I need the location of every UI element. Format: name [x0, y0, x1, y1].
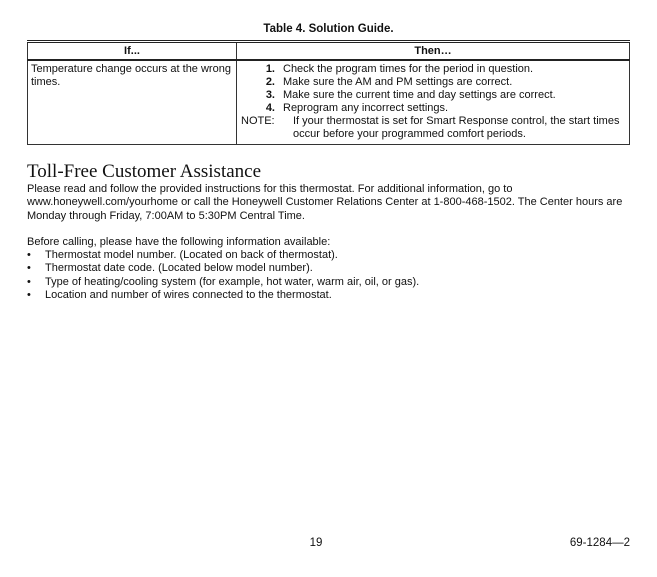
- step-text: Make sure the AM and PM settings are correct.: [283, 76, 513, 88]
- list-item-text: Type of heating/cooling system (for example, hot water, warm air, oil, or gas).: [45, 275, 420, 288]
- step-text: Make sure the current time and day settings are correct.: [283, 89, 556, 101]
- list-item: [27, 276, 419, 289]
- list-item-text: Location and number of wires connected to the thermostat.: [45, 288, 332, 301]
- table-header-row: [28, 42, 630, 61]
- cell-if-condition: Temperature change occurs at the wrong times.: [28, 60, 237, 145]
- assistance-paragraph: Please read and follow the provided instructions for this thermostat. For additional information, go to www.honeywell.com/yourhome or call the Honeywell Customer Relations Center at 1-800-468-1502. The Center hours are Monday through Friday, 7:00AM to 5:30PM Central Time.: [27, 183, 623, 222]
- list-item-text: Thermostat model number. (Located on back of thermostat).: [45, 249, 338, 261]
- step-number: 1.: [265, 63, 275, 75]
- step-number: 4.: [265, 102, 275, 114]
- list-item: [27, 262, 419, 275]
- step-item: [241, 76, 625, 89]
- cell-then-steps: [237, 60, 630, 145]
- bullet-icon: •: [27, 275, 31, 288]
- list-item: [27, 249, 419, 262]
- note-label: NOTE:: [241, 115, 275, 127]
- header-if: If...: [28, 42, 237, 61]
- solution-guide-table: [27, 40, 630, 145]
- step-number: 2.: [265, 76, 275, 88]
- header-then: Then…: [237, 42, 630, 61]
- bullet-icon: •: [27, 288, 31, 301]
- note: [241, 115, 625, 141]
- document-code: 69-1284—2: [569, 537, 630, 549]
- bullet-icon: •: [27, 249, 31, 261]
- step-text: Check the program times for the period in question.: [283, 63, 534, 75]
- page-number: 19: [309, 537, 323, 549]
- step-item: [241, 102, 625, 115]
- step-text: Reprogram any incorrect settings.: [283, 102, 449, 114]
- section-heading: Toll-Free Customer Assistance: [27, 161, 262, 182]
- before-calling-paragraph: Before calling, please have the following information available:: [27, 236, 331, 248]
- info-bullet-list: [27, 249, 419, 302]
- step-item: [241, 63, 625, 76]
- note-text: If your thermostat is set for Smart Response control, the start times occur before your programmed comfort periods.: [293, 115, 620, 140]
- table-row: [28, 60, 630, 145]
- list-item-text: Thermostat date code. (Located below model number).: [45, 262, 313, 275]
- list-item: [27, 289, 419, 302]
- bullet-icon: •: [27, 262, 31, 275]
- table-caption: Table 4. Solution Guide.: [263, 23, 394, 35]
- step-item: [241, 89, 625, 102]
- step-number: 3.: [265, 89, 275, 101]
